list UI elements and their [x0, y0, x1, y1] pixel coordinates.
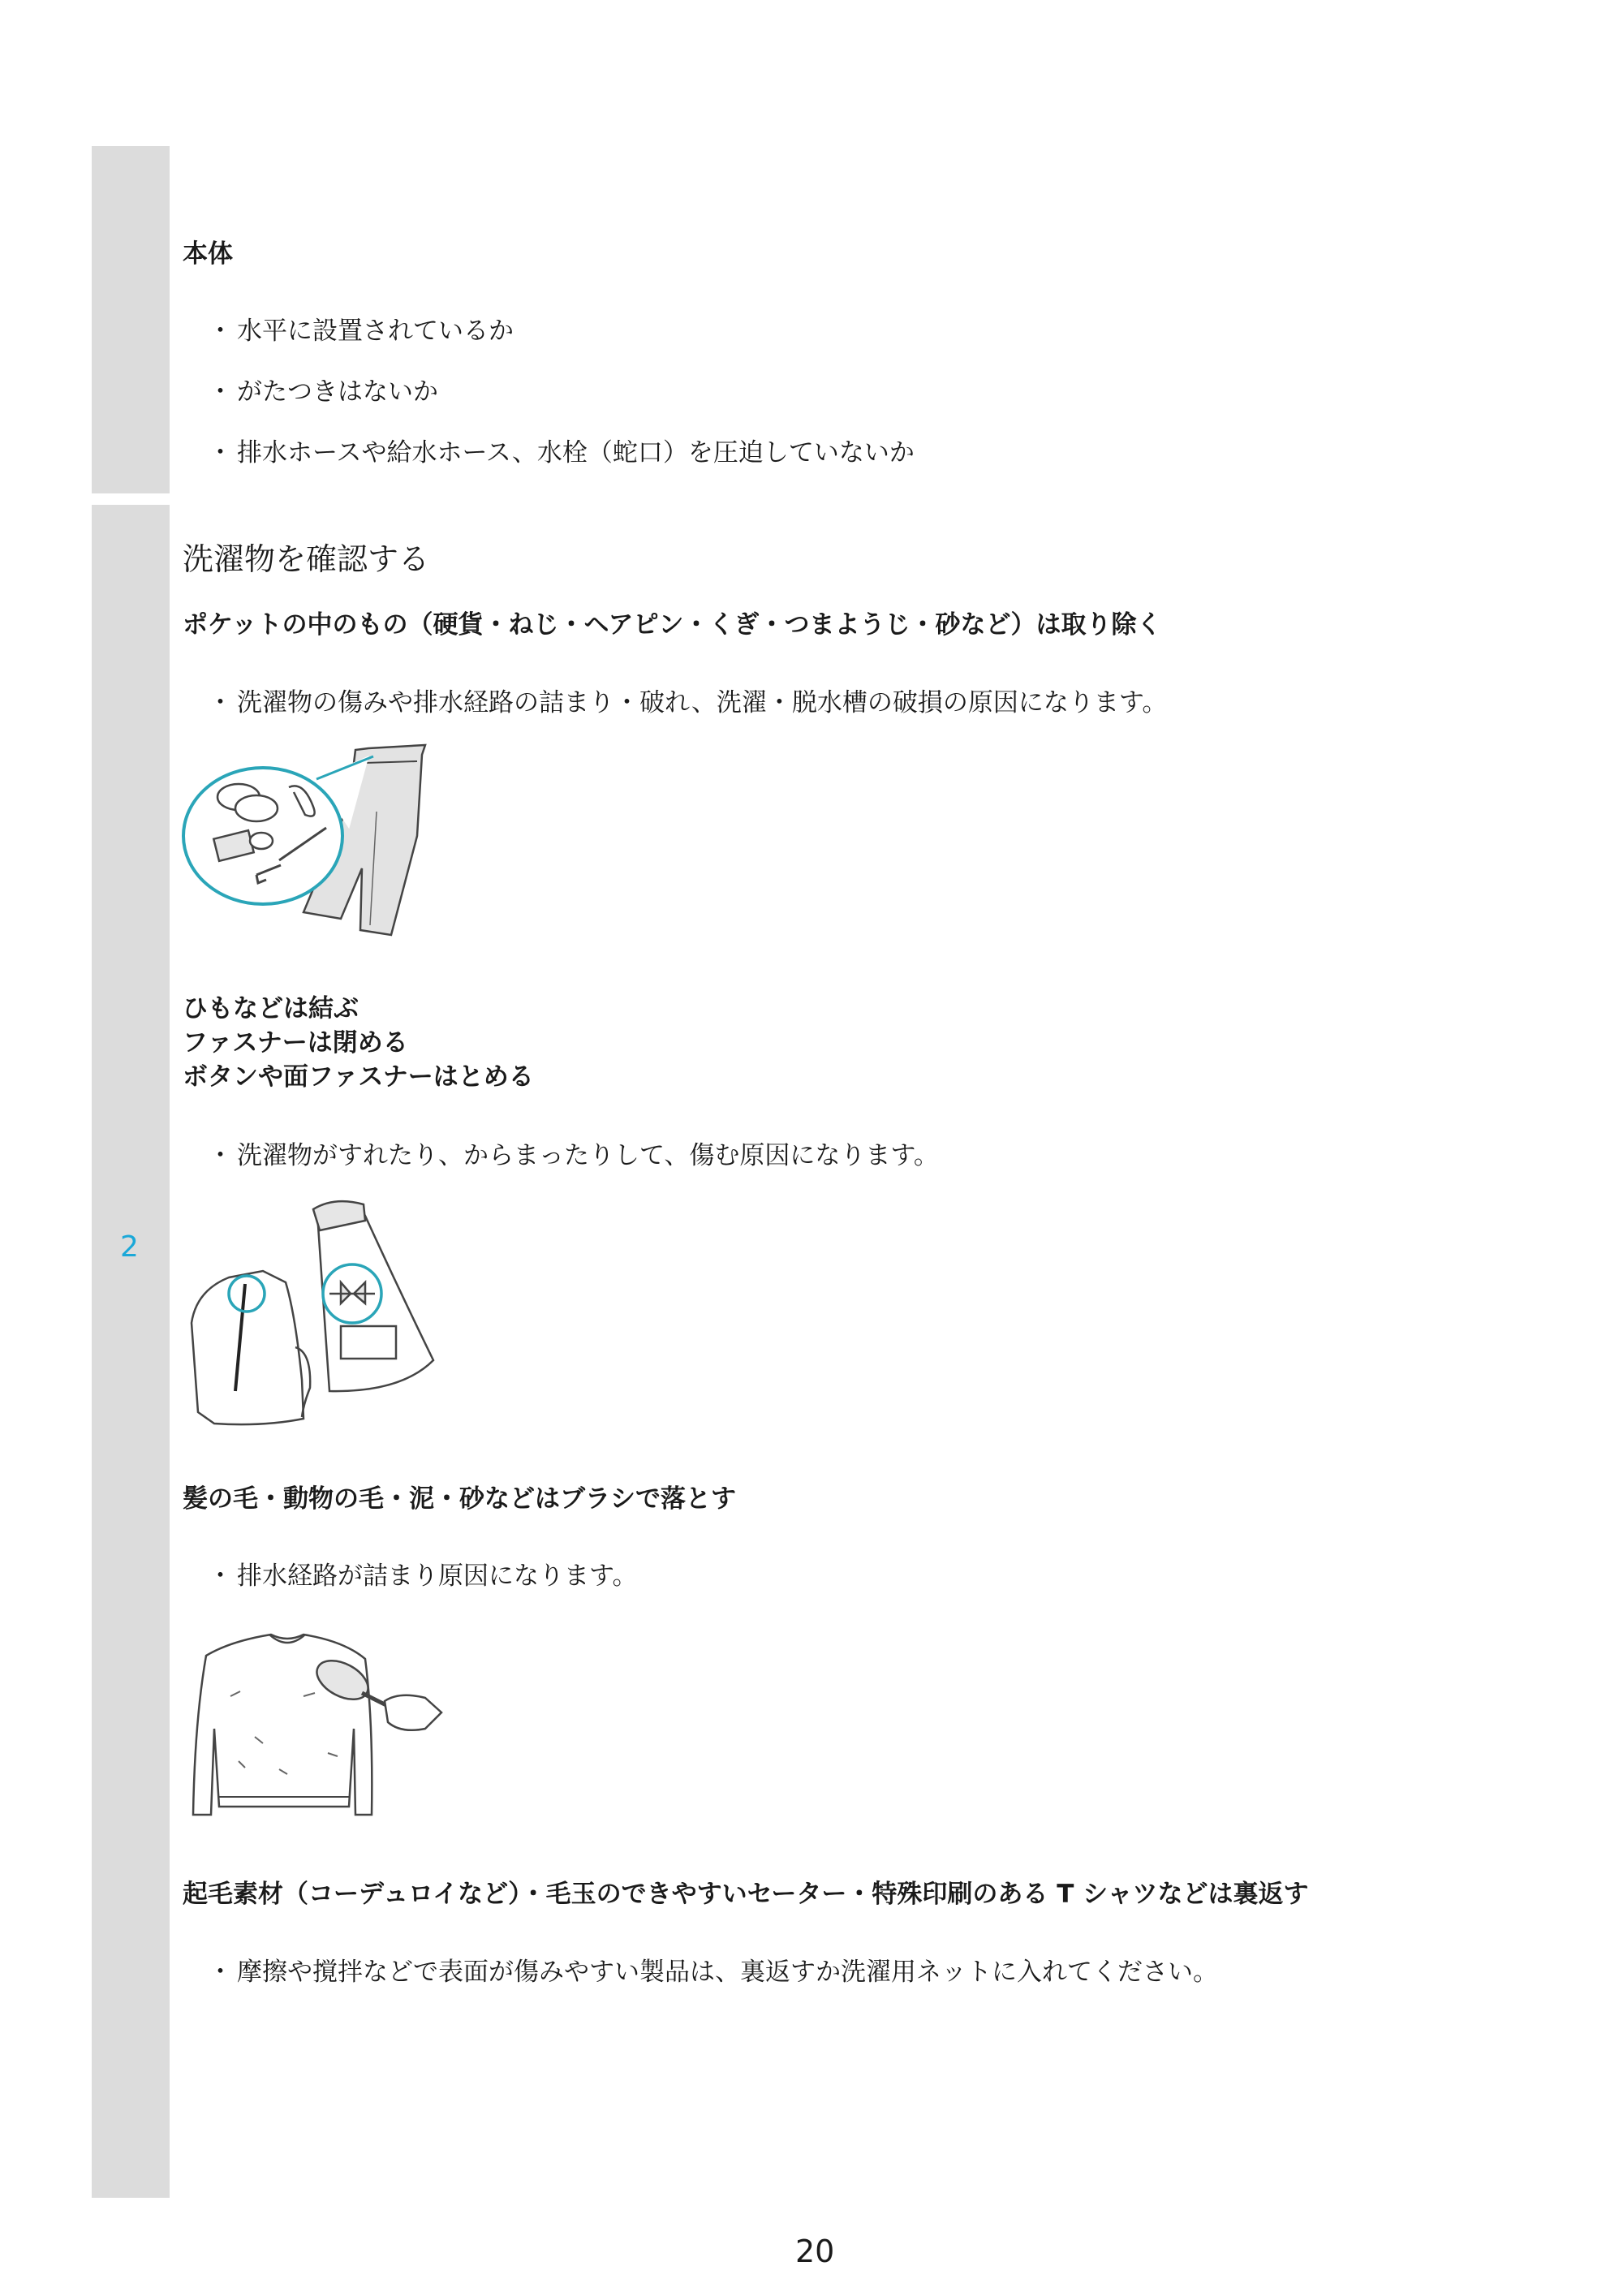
fastener-clothing-illustration — [182, 1193, 441, 1437]
section-heading-body: 本体 — [183, 239, 233, 269]
bullet-item: ・ 洗濯物がすれたり、からまったりして、傷む原因になります。 — [208, 1141, 939, 1170]
bullet-item: ・ 水平に設置されているか — [208, 317, 514, 346]
subheading-pockets: ポケットの中のもの（硬貨・ねじ・ヘアピン・くぎ・つまようじ・砂など）は取り除く — [183, 610, 1162, 640]
fastener-line-zippers: ファスナーは閉める — [183, 1028, 408, 1058]
pocket-items-illustration — [182, 739, 441, 941]
bullet-item: ・ 摩擦や撹拌などで表面が傷みやすい製品は、裏返すか洗濯用ネットに入れてください。 — [208, 1958, 1218, 1987]
section-heading-laundry: 洗濯物を確認する — [183, 541, 430, 577]
bullet-item: ・ 排水経路が詰まり原因になります。 — [208, 1562, 638, 1591]
sweater-brush-illustration — [182, 1623, 450, 1834]
bullet-item: ・ 排水ホースや給水ホース、水栓（蛇口）を圧迫していないか — [208, 438, 915, 467]
subheading-fasteners — [183, 992, 534, 1094]
subheading-hair: 髪の毛・動物の毛・泥・砂などはブラシで落とす — [183, 1484, 736, 1514]
fastener-line-ties: ひもなどは結ぶ — [183, 994, 359, 1023]
bullet-item: ・ がたつきはないか — [208, 377, 438, 407]
sidebar-block-main — [92, 505, 170, 2198]
sidebar-block-top — [92, 146, 170, 493]
subheading-inside-out: 起毛素材（コーデュロイなど）・毛玉のできやすいセーター・特殊印刷のある T シャツなどは裏返す — [183, 1880, 1309, 1909]
chapter-number: 2 — [120, 1230, 139, 1264]
fastener-line-buttons: ボタンや面ファスナーはとめる — [183, 1062, 534, 1092]
bullet-item: ・ 洗濯物の傷みや排水経路の詰まり・破れ、洗濯・脱水槽の破損の原因になります。 — [208, 688, 1168, 717]
page-number: 20 — [795, 2234, 835, 2269]
